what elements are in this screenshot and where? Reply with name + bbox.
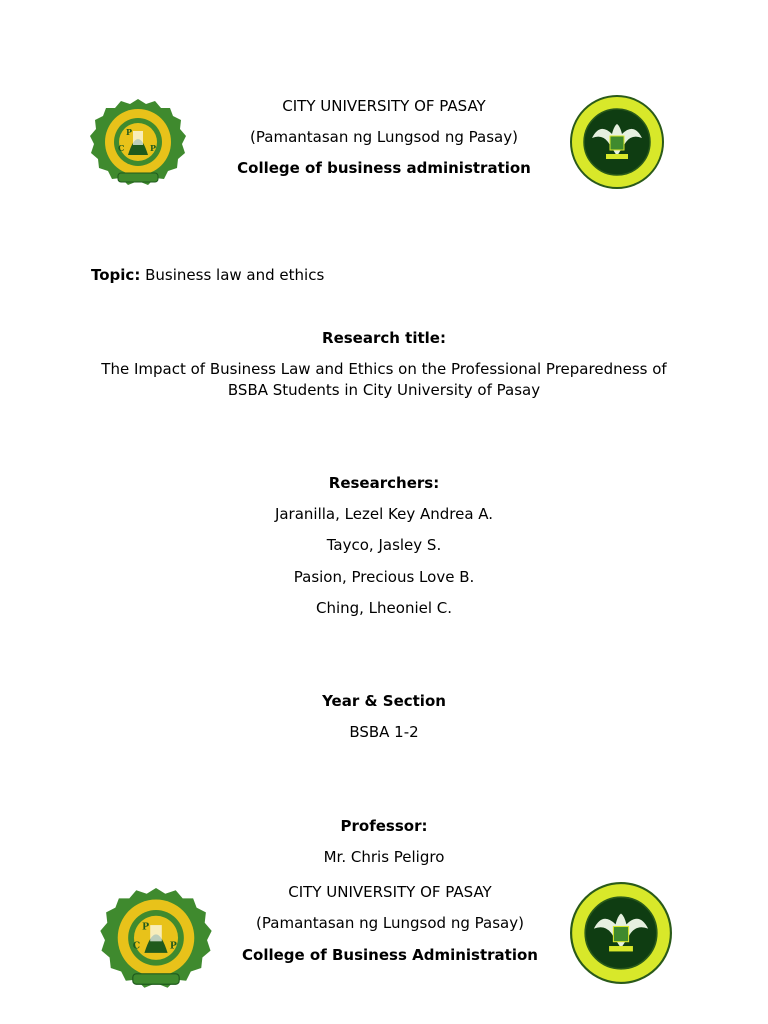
svg-text:P: P bbox=[126, 127, 133, 137]
professor-heading: Professor: bbox=[340, 817, 428, 835]
college-seal-top bbox=[570, 94, 664, 190]
header-college: College of business administration bbox=[237, 159, 531, 177]
researcher-name: Pasion, Precious Love B. bbox=[293, 568, 475, 586]
researchers-heading: Researchers: bbox=[328, 474, 440, 492]
topic-line bbox=[91, 266, 324, 284]
footer-university-local: (Pamantasan ng Lungsod ng Pasay) bbox=[256, 914, 524, 932]
topic-value: Business law and ethics bbox=[145, 266, 325, 284]
topic-label: Topic: bbox=[91, 266, 141, 284]
svg-text:P: P bbox=[142, 921, 150, 933]
year-section-value: BSBA 1-2 bbox=[349, 723, 419, 741]
research-title-line-2: BSBA Students in City University of Pasay bbox=[227, 381, 541, 399]
college-of-business-administration-seal-icon bbox=[570, 880, 672, 986]
research-heading: Research title: bbox=[322, 329, 446, 347]
researcher-name: Ching, Lheoniel C. bbox=[315, 599, 453, 617]
year-section-heading: Year & Section bbox=[322, 692, 446, 710]
college-of-business-administration-seal-icon bbox=[570, 94, 664, 190]
footer-college: College of Business Administration bbox=[242, 946, 538, 964]
college-seal-bottom bbox=[570, 880, 672, 986]
footer-university: CITY UNIVERSITY OF PASAY bbox=[288, 883, 492, 901]
svg-text:C: C bbox=[118, 143, 125, 153]
research-title-line-1: The Impact of Business Law and Ethics on the Professional Preparedness of bbox=[101, 360, 667, 378]
professor-name: Mr. Chris Peligro bbox=[323, 848, 445, 866]
header-university: CITY UNIVERSITY OF PASAY bbox=[282, 97, 486, 115]
researcher-name: Jaranilla, Lezel Key Andrea A. bbox=[274, 505, 494, 523]
researcher-name: Tayco, Jasley S. bbox=[326, 536, 442, 554]
svg-text:C: C bbox=[132, 940, 141, 952]
header-university-local: (Pamantasan ng Lungsod ng Pasay) bbox=[250, 128, 518, 146]
svg-text:P: P bbox=[150, 143, 157, 153]
svg-text:P: P bbox=[169, 940, 177, 952]
